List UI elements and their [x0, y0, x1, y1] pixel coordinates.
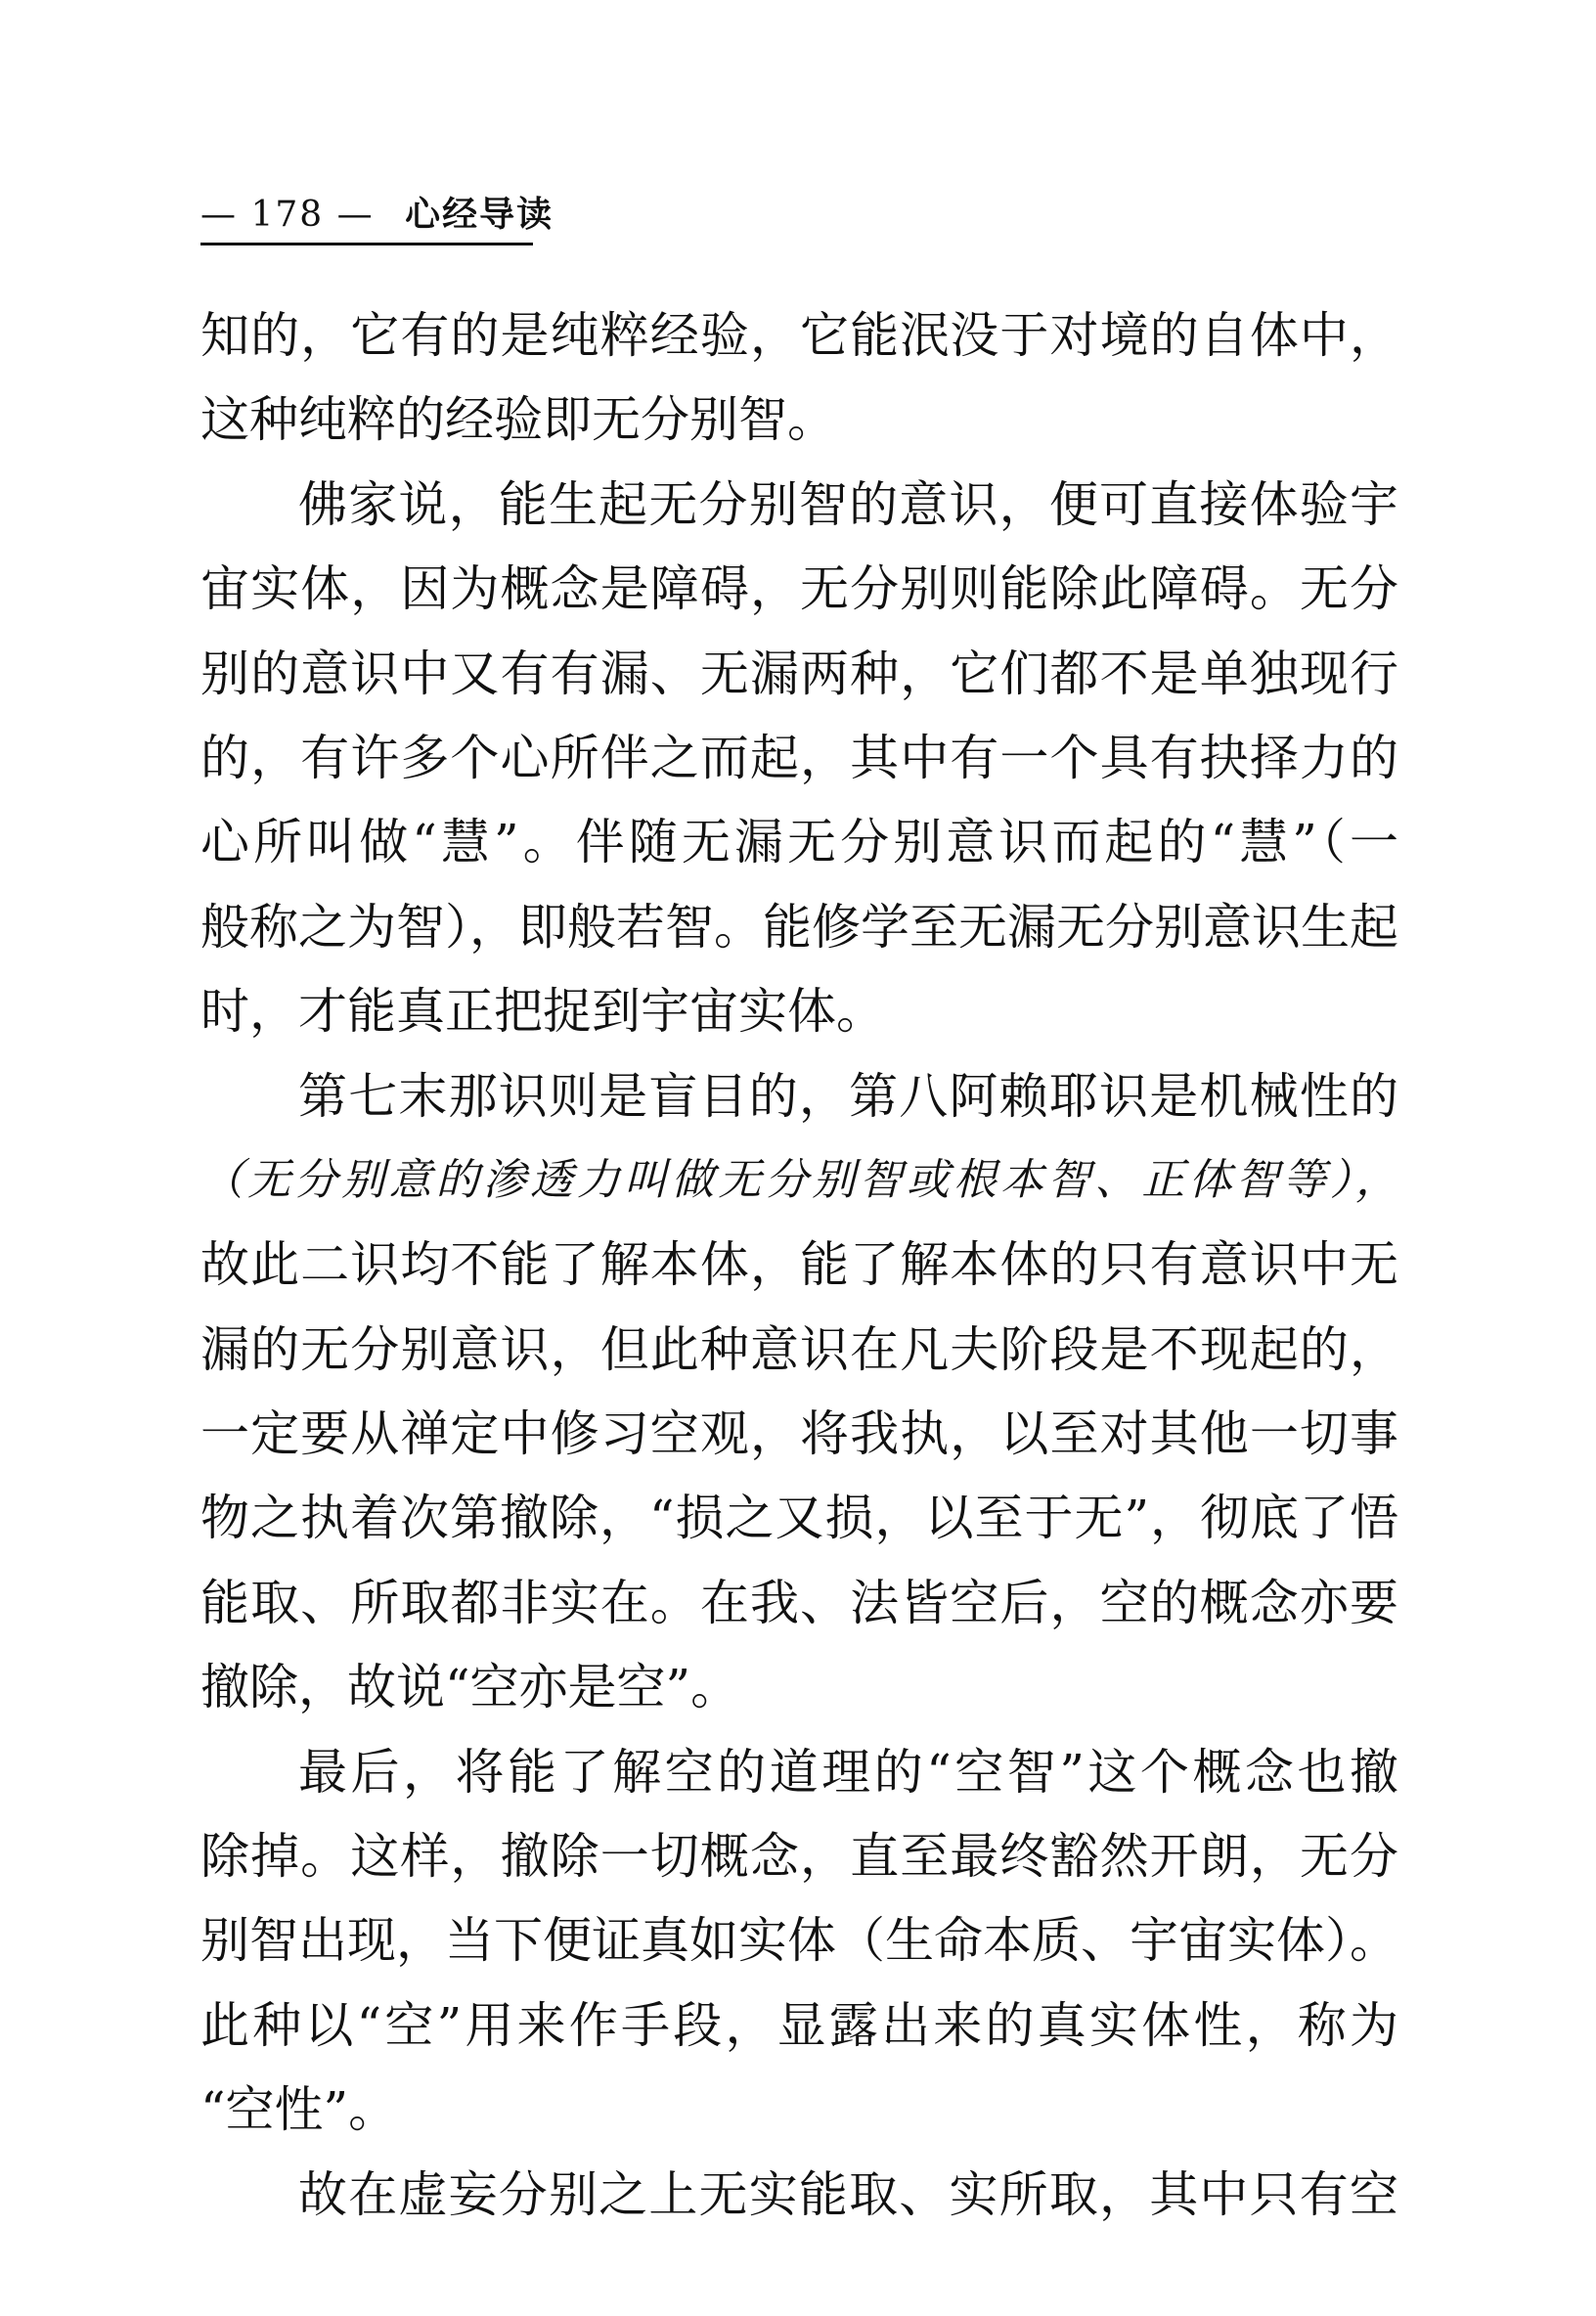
- paragraph-start: 最后，将能了解空的道理的“空智”这个概念也撤: [298, 1743, 1398, 1801]
- book-title: 心经导读: [405, 195, 554, 235]
- text-line: 别的意识中又有有漏、无漏两种，它们都不是单独现行: [200, 645, 1398, 702]
- text-line: 的，有许多个心所伴之而起，其中有一个具有抉择力的: [200, 729, 1398, 786]
- text-line: 宙实体，因为概念是障碍，无分别则能除此障碍。无分: [200, 560, 1398, 618]
- header-rule: [200, 243, 533, 245]
- text-line: 心所叫做“慧”。伴随无漏无分别意识而起的“慧”（一: [200, 814, 1398, 871]
- text-line: 撤除，故说“空亦是空”。: [200, 1659, 740, 1716]
- text-line: 知的，它有的是纯粹经验，它能泯没于对境的自体中，: [200, 307, 1398, 364]
- text-line: 能取、所取都非实在。在我、法皆空后，空的概念亦要: [200, 1574, 1398, 1631]
- paragraph-start: 故在虚妄分别之上无实能取、实所取，其中只有空: [298, 2165, 1398, 2223]
- text-line: 漏的无分别意识，但此种意识在凡夫阶段是不现起的，: [200, 1320, 1398, 1378]
- text-line: 物之执着次第撤除，“损之又损，以至于无”，彻底了悟: [200, 1490, 1398, 1547]
- text-line: 般称之为智），即般若智。能修学至无漏无分别意识生起: [200, 898, 1398, 956]
- running-head: [200, 192, 554, 239]
- text-line: 这种纯粹的经验即无分别智。: [200, 391, 836, 449]
- text-line: 故此二识均不能了解本体，能了解本体的只有意识中无: [200, 1236, 1398, 1294]
- annotation-line: （无分别意的渗透力叫做无分别智或根本智、正体智等），: [200, 1154, 1398, 1205]
- page-number: — 178 —: [200, 195, 375, 235]
- body-text: [200, 293, 1398, 2237]
- text-line: “空性”。: [200, 2081, 398, 2139]
- text-line: 别智出现，当下便证真如实体（生命本质、宇宙实体）。: [200, 1912, 1398, 1970]
- text-line: 除掉。这样，撤除一切概念，直至最终豁然开朗，无分: [200, 1828, 1398, 1886]
- text-line: 此种以“空”用来作手段，显露出来的真实体性，称为: [200, 1996, 1398, 2054]
- paragraph-start: 第七末那识则是盲目的，第八阿赖耶识是机械性的: [298, 1067, 1398, 1125]
- text-line: 一定要从禅定中修习空观，将我执，以至对其他一切事: [200, 1405, 1398, 1463]
- text-line: 时，才能真正把捉到宇宙实体。: [200, 983, 885, 1041]
- paragraph-start: 佛家说，能生起无分别智的意识，便可直接体验宇: [298, 475, 1398, 533]
